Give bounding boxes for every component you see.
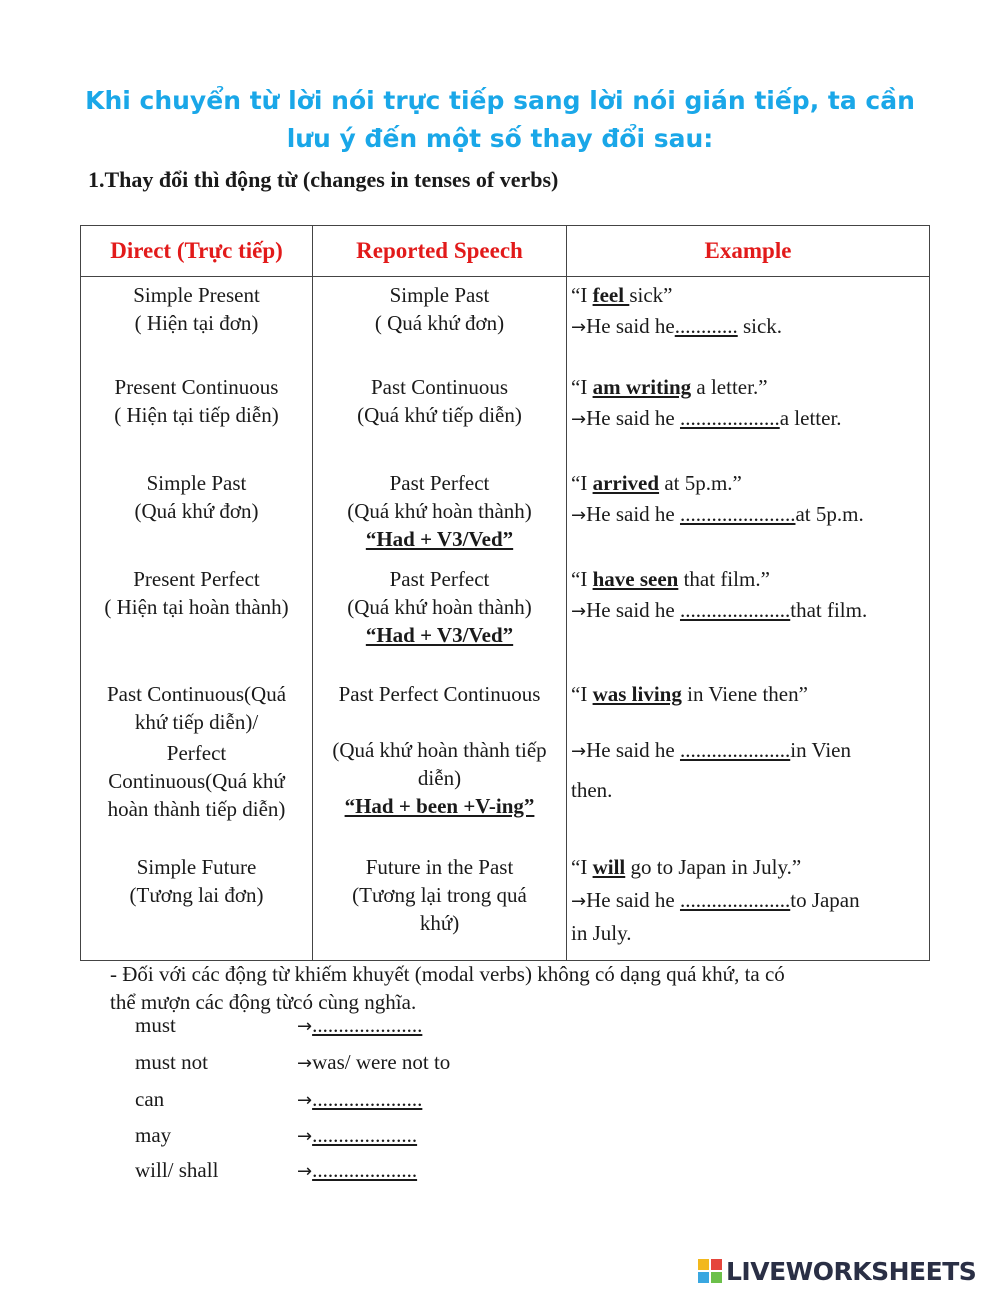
- arrow-icon: →: [297, 1126, 313, 1147]
- direct-tense-vi: ( Hiện tại tiếp diễn): [114, 402, 279, 427]
- arrow-icon: →: [297, 1016, 313, 1037]
- table-row: [81, 277, 930, 373]
- answer-blank[interactable]: .....................: [679, 597, 791, 622]
- logo-square: [698, 1272, 709, 1283]
- answer-suffix: at 5p.m.: [795, 501, 864, 526]
- direct-tense: hoàn thành tiếp diễn): [107, 796, 286, 821]
- direct-cell: [81, 373, 313, 469]
- answer-blank[interactable]: ....................: [312, 1123, 418, 1147]
- answer-blank[interactable]: ......................: [679, 501, 796, 526]
- modal-result: [297, 1087, 422, 1112]
- reported-cell: [313, 565, 567, 680]
- answer-blank[interactable]: .....................: [312, 1087, 423, 1111]
- answer-blank[interactable]: ............: [674, 314, 738, 338]
- reported-tense: Past Perfect: [389, 470, 490, 495]
- quote-close: sick”: [629, 283, 673, 307]
- reported-tense-vi: (Quá khứ tiếp diễn): [357, 402, 522, 427]
- reported-tense: Past Perfect Continuous: [338, 681, 541, 706]
- section-heading: 1.Thay đổi thì động từ (changes in tenses of verbs): [88, 167, 559, 192]
- answer-suffix: sick.: [737, 314, 783, 338]
- direct-tense: Past Continuous(Quá: [106, 681, 287, 706]
- highlight-verb: was living: [592, 681, 682, 706]
- highlight-verb: am writing: [592, 374, 692, 399]
- arrow-icon: →: [571, 600, 587, 622]
- modal-verb: must: [135, 1013, 176, 1037]
- direct-tense-vi: (Quá khứ đơn): [134, 498, 259, 523]
- modal-verb: must not: [135, 1050, 208, 1074]
- example-quote: [571, 281, 925, 309]
- example-cell: [567, 680, 930, 853]
- answer-prefix: He said he: [586, 501, 680, 526]
- reported-cell: [313, 373, 567, 469]
- answer-blank[interactable]: .....................: [679, 887, 791, 912]
- answer-blank[interactable]: ....................: [312, 1158, 418, 1182]
- reported-tense-vi: ( Quá khứ đơn): [374, 311, 505, 335]
- logo-icon: [698, 1259, 722, 1283]
- quote-open: “I: [571, 681, 593, 706]
- quote-open: “I: [571, 566, 593, 591]
- answer-prefix: He said he: [586, 887, 680, 912]
- reported-cell: [313, 680, 567, 853]
- answer-prefix: He said he: [586, 314, 675, 338]
- direct-cell: [81, 565, 313, 680]
- quote-open: “I: [571, 854, 593, 879]
- highlight-verb: have seen: [592, 566, 679, 591]
- reported-cell: [313, 469, 567, 565]
- direct-tense-vi: ( Hiện tại hoàn thành): [104, 594, 289, 619]
- direct-tense: Simple Future: [136, 854, 257, 879]
- answer-suffix: to Japan: [790, 887, 860, 912]
- direct-tense: Perfect: [166, 740, 227, 765]
- reported-tense: Past Continuous: [370, 374, 509, 399]
- direct-tense: khứ tiếp diễn)/: [134, 709, 259, 734]
- direct-cell: [81, 277, 313, 373]
- direct-tense-vi: ( Hiện tại đơn): [134, 311, 259, 335]
- reported-tense-vi: (Tương lại trong quá: [352, 882, 527, 907]
- quote-close: a letter.”: [691, 374, 768, 399]
- quote-close: at 5p.m.”: [659, 470, 742, 495]
- reported-formula: “Had + V3/Ved”: [365, 526, 514, 551]
- modal-verb: can: [135, 1087, 165, 1111]
- example-answer-cont: in July.: [571, 920, 632, 945]
- modal-result: [297, 1158, 417, 1183]
- direct-tense: Present Continuous: [114, 374, 279, 399]
- worksheet-title: [40, 82, 960, 158]
- header-direct: Direct (Trực tiếp): [81, 226, 313, 277]
- direct-cell: [81, 469, 313, 565]
- answer-prefix: He said he: [586, 737, 680, 762]
- table-row: [81, 853, 930, 961]
- arrow-icon: →: [297, 1161, 313, 1182]
- direct-tense: Simple Past: [146, 470, 247, 495]
- direct-cell: [81, 853, 313, 961]
- table-header-row: [81, 226, 930, 277]
- title-line-2: lưu ý đến một số thay đổi sau:: [286, 124, 714, 153]
- example-answer: [571, 596, 925, 626]
- reported-tense-vi: (Quá khứ hoàn thành): [347, 594, 532, 619]
- reported-tense: Simple Past: [389, 283, 490, 307]
- quote-close: that film.”: [678, 566, 770, 591]
- answer-blank[interactable]: .....................: [679, 737, 791, 762]
- example-answer: [571, 736, 925, 766]
- highlight-verb: feel: [592, 283, 630, 307]
- quote-open: “I: [571, 470, 593, 495]
- quote-open: “I: [571, 283, 593, 307]
- example-cell: [567, 853, 930, 961]
- answer-blank[interactable]: .....................: [312, 1013, 423, 1037]
- example-quote: [571, 853, 925, 881]
- arrow-icon: →: [571, 740, 587, 762]
- arrow-icon: →: [297, 1090, 313, 1111]
- reported-tense-vi: khứ): [419, 910, 460, 935]
- header-example: Example: [567, 226, 930, 277]
- example-cell: [567, 469, 930, 565]
- example-answer: [571, 886, 925, 916]
- example-answer-cont: then.: [571, 777, 613, 802]
- answer-suffix: in Vien: [790, 737, 851, 762]
- answer-prefix: He said he: [586, 597, 680, 622]
- answer-suffix: a letter.: [779, 405, 842, 430]
- example-quote: [571, 680, 925, 708]
- quote-open: “I: [571, 374, 593, 399]
- reported-formula: “Had + V3/Ved”: [365, 622, 514, 647]
- table-row: [81, 565, 930, 680]
- modal-answer: was/ were not to: [312, 1050, 451, 1074]
- example-quote: [571, 469, 925, 497]
- example-quote: [571, 565, 925, 593]
- reported-tense-vi: (Quá khứ hoàn thành): [347, 498, 532, 523]
- modal-note-line-1: - Đối với các động từ khiếm khuyết (modal verbs) không có dạng quá khứ, ta có: [110, 962, 785, 986]
- header-reported: Reported Speech: [313, 226, 567, 277]
- direct-tense: Continuous(Quá khứ: [108, 768, 285, 793]
- arrow-icon: →: [297, 1053, 313, 1074]
- example-quote: [571, 373, 925, 401]
- reported-tense: Future in the Past: [365, 854, 514, 879]
- example-cell: [567, 565, 930, 680]
- direct-tense-vi: (Tương lai đơn): [129, 882, 264, 907]
- modal-verb: will/ shall: [135, 1158, 219, 1182]
- modal-result: [297, 1013, 422, 1038]
- modal-verbs-note: [110, 960, 930, 1016]
- arrow-icon: →: [571, 317, 587, 338]
- direct-cell: [81, 680, 313, 853]
- reported-cell: [313, 853, 567, 961]
- reported-tense: Past Perfect: [389, 566, 490, 591]
- quote-close: go to Japan in July.”: [625, 854, 802, 879]
- logo-square: [698, 1259, 709, 1270]
- logo-square: [711, 1259, 722, 1270]
- direct-tense: Simple Present: [133, 283, 260, 307]
- tense-changes-table: [80, 225, 930, 961]
- quote-close: in Viene then”: [681, 681, 808, 706]
- table-row: [81, 469, 930, 565]
- example-cell: [567, 373, 930, 469]
- logo-text: LIVEWORKSHEETS: [726, 1256, 977, 1286]
- example-answer: [571, 404, 925, 434]
- table-row: [81, 680, 930, 853]
- modal-result: [297, 1123, 417, 1148]
- arrow-icon: →: [571, 504, 587, 526]
- logo-square: [711, 1272, 722, 1283]
- reported-tense-vi: (Quá khứ hoàn thành tiếp: [332, 737, 547, 762]
- answer-suffix: that film.: [790, 597, 868, 622]
- arrow-icon: →: [571, 408, 587, 430]
- table-row: [81, 373, 930, 469]
- reported-cell: [313, 277, 567, 373]
- modal-note-line-2: thể mượn các động từcó cùng nghĩa.: [110, 990, 417, 1014]
- reported-formula: “Had + been +V-ing”: [344, 793, 535, 818]
- example-answer: [571, 312, 925, 342]
- liveworksheets-logo: [698, 1256, 976, 1286]
- example-cell: [567, 277, 930, 373]
- answer-prefix: He said he: [586, 405, 680, 430]
- title-line-1: Khi chuyển từ lời nói trực tiếp sang lời nói gián tiếp, ta cần: [85, 86, 915, 115]
- highlight-verb: will: [592, 854, 626, 879]
- direct-tense: Present Perfect: [133, 566, 260, 591]
- modal-verb: may: [135, 1123, 172, 1147]
- answer-blank[interactable]: ...................: [679, 405, 780, 430]
- modal-result: [297, 1050, 450, 1075]
- example-answer: [571, 500, 925, 530]
- arrow-icon: →: [571, 890, 587, 912]
- reported-tense-vi: diễn): [417, 765, 462, 790]
- highlight-verb: arrived: [592, 470, 660, 495]
